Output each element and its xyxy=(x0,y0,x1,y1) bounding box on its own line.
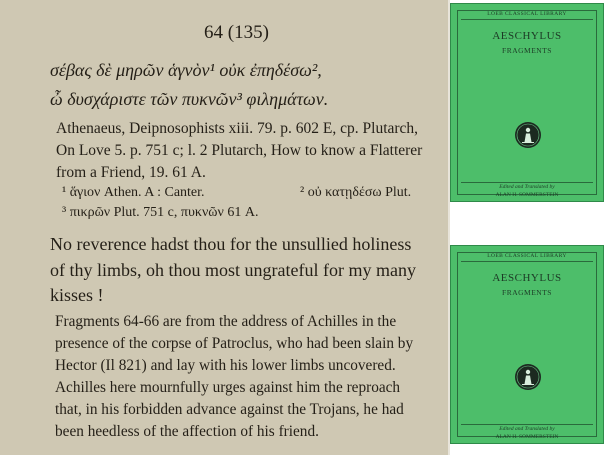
loeb-emblem-icon xyxy=(514,363,542,391)
cover-rule xyxy=(461,261,593,262)
commentary-line-4: Achilles here mournfully urges against him the reproach xyxy=(55,379,401,396)
cover-rule xyxy=(461,424,593,425)
footnote-2: ² οὐ κατῃδέσω Plut. xyxy=(300,185,412,200)
cover-rule xyxy=(461,19,593,20)
commentary-line-5: that, in his forbidden advance against the Trojans, he had xyxy=(55,401,404,418)
fragment-number: 64 (135) xyxy=(204,22,269,43)
cover-edited-by: Edited and Translated by xyxy=(499,184,555,190)
cover-author: AESCHYLUS xyxy=(492,30,562,42)
commentary-line-2: presence of the corpse of Patroclus, who had been slain by xyxy=(55,335,414,352)
citation-line-3: from a Friend, 19. 61 A. xyxy=(56,164,206,181)
greek-verse-line-2: ὦ δυσχάριστε τῶν πυκνῶν³ φιλημάτων. xyxy=(50,89,329,109)
cover-title: FRAGMENTS xyxy=(502,46,552,55)
cover-edited-by: Edited and Translated by xyxy=(499,426,555,432)
footnote-3: ³ πικρῶν Plut. 751 c, πυκνῶν 61 A. xyxy=(62,205,259,220)
commentary-line-3: Hector (Il 821) and lay with his lower limbs uncovered. xyxy=(55,357,396,374)
book-cover-top xyxy=(450,3,604,202)
translation-line-2: of thy limbs, oh thou most ungrateful for my many xyxy=(50,260,416,280)
citation-line-1: Athenaeus, Deipnosophists xiii. 79. p. 602 E, cp. Plutarch, xyxy=(56,120,419,137)
commentary-line-1: Fragments 64-66 are from the address of Achilles in the xyxy=(55,313,397,330)
cover-author: AESCHYLUS xyxy=(492,272,562,284)
footnote-1: ¹ ἅγιον Athen. A : Canter. xyxy=(62,185,205,200)
commentary-line-6: been heedless of the affection of his friend. xyxy=(55,423,319,440)
cover-editor: ALAN H. SOMMERSTEIN xyxy=(495,434,559,440)
translation-line-1: No reverence hadst thou for the unsullied holiness xyxy=(50,234,412,254)
greek-verse-line-1: σέβας δὲ μηρῶν ἁγνὸν¹ οὐκ ἐπηδέσω², xyxy=(50,60,322,80)
book-cover-bottom xyxy=(450,245,604,444)
loeb-emblem-icon xyxy=(514,121,542,149)
cover-series: LOEB CLASSICAL LIBRARY xyxy=(487,253,567,259)
cover-rule xyxy=(461,182,593,183)
cover-series: LOEB CLASSICAL LIBRARY xyxy=(487,11,567,17)
citation-line-2: On Love 5. p. 751 c; l. 2 Plutarch, How to know a Flatterer xyxy=(56,142,423,159)
cover-title: FRAGMENTS xyxy=(502,288,552,297)
cover-editor: ALAN H. SOMMERSTEIN xyxy=(495,192,559,198)
translation-line-3: kisses ! xyxy=(50,285,104,305)
